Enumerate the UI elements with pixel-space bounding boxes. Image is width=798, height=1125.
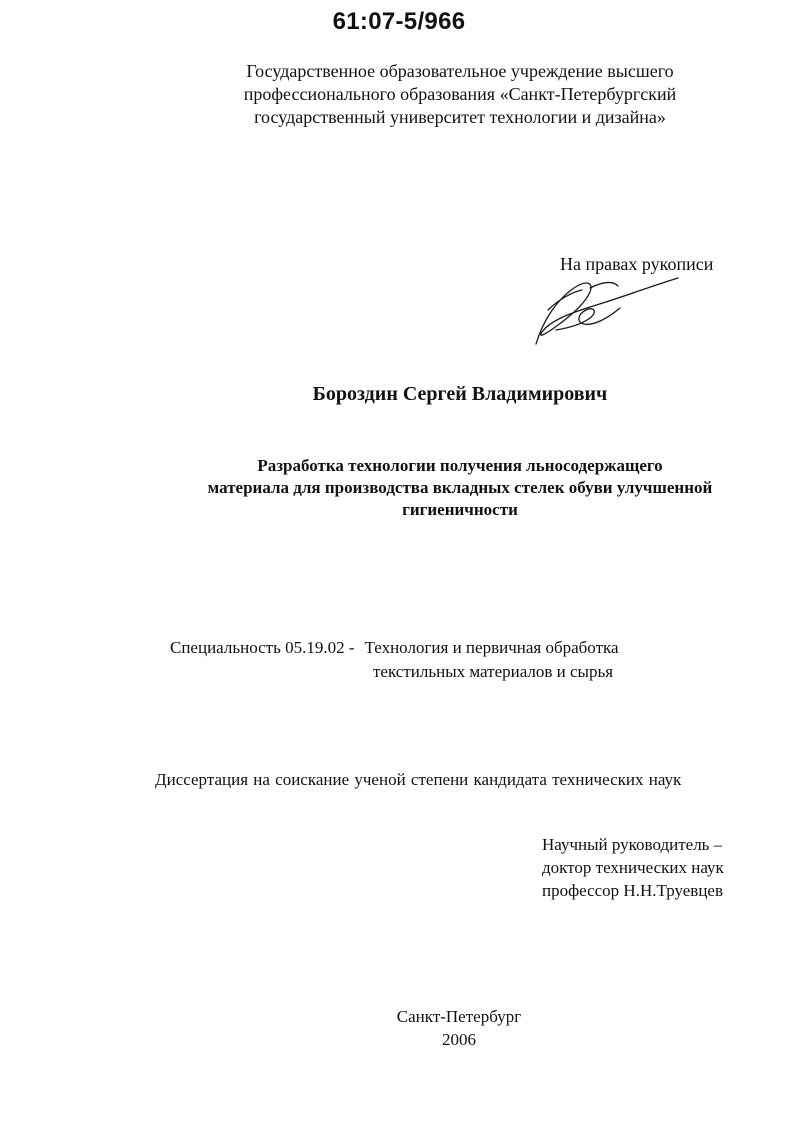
dissertation-statement: Диссертация на соискание ученой степени кандидата технических наук [155,770,682,789]
title-line: Разработка технологии получения льносодержащего [257,456,663,475]
title-line: материала для производства вкладных стелек обуви улучшенной [207,478,713,497]
institution-block [150,60,770,129]
author-name: Бороздин Сергей Владимирович [312,383,608,405]
supervisor-degree: доктор технических наук [542,858,724,877]
place-and-year [0,1005,798,1051]
institution-line: государственный университет технологии и дизайна» [254,107,666,127]
dissertation-title [150,455,770,521]
year: 2006 [442,1030,476,1049]
specialty-name-continued: текстильных материалов и сырья [373,662,614,681]
author-signature [528,266,688,351]
supervisor-block [542,833,724,902]
city: Санкт-Петербург [396,1007,522,1026]
archive-code: 61:07-5/966 [332,8,466,35]
institution-line: профессионального образования «Санкт-Петербургский [243,84,677,104]
supervisor-role: Научный руководитель – [542,835,723,854]
title-line: гигиеничности [402,500,518,519]
institution-line: Государственное образовательное учреждение высшего [246,61,674,81]
specialty-label: Специальность 05.19.02 - [170,638,355,657]
supervisor-name: профессор Н.Н.Труевцев [542,881,724,900]
manuscript-rights-note: На правах рукописи [560,254,714,274]
specialty-name: Технология и первичная обработка [364,638,619,657]
specialty-line [170,638,619,658]
